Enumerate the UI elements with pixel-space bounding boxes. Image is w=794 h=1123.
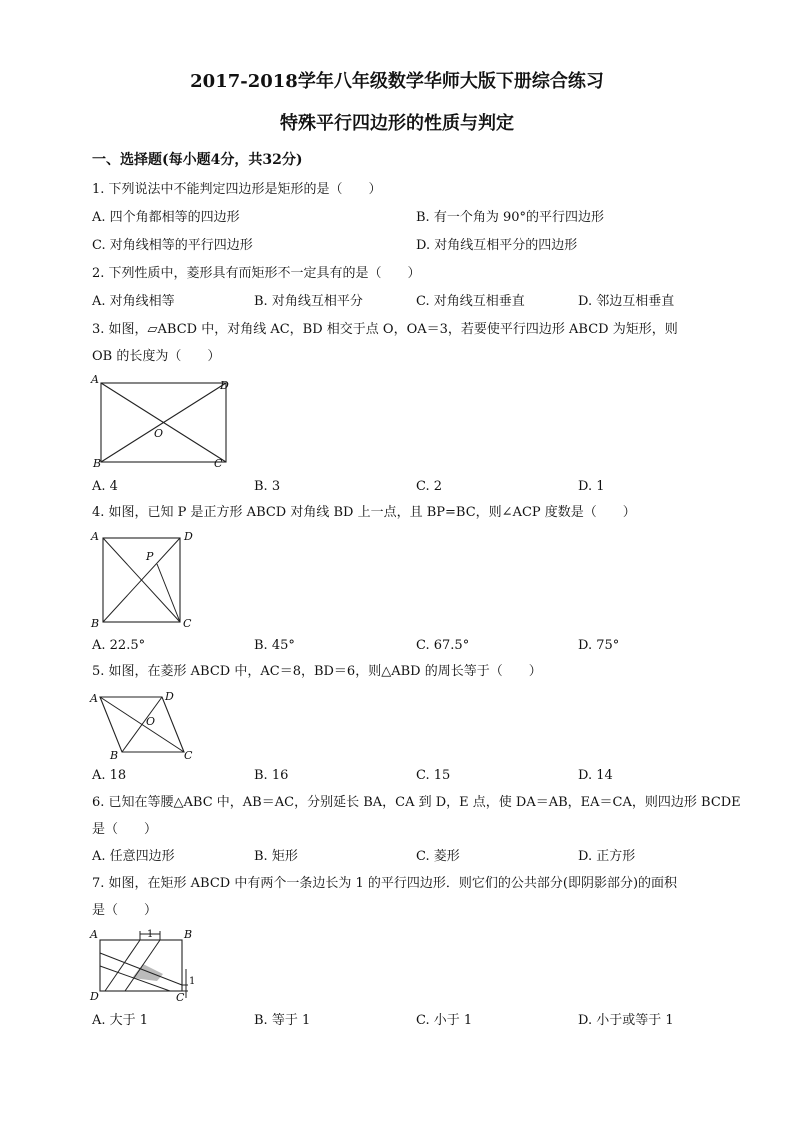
vertex-label-d: D bbox=[165, 690, 174, 703]
question-stem-line1: 7. 如图，在矩形 ABCD 中有两个一条边长为 1 的平行四边形．则它们的公共部分(即阴影部分)的面积 bbox=[92, 876, 678, 891]
width-label-right: 1 bbox=[189, 976, 196, 987]
vertex-label-b: B bbox=[184, 928, 193, 941]
option-b: B. 有一个角为 90°的平行四边形 bbox=[416, 210, 604, 225]
option-c: C. 67.5° bbox=[416, 638, 470, 653]
option-d: D. 正方形 bbox=[578, 849, 636, 864]
option-d: D. 邻边互相垂直 bbox=[578, 294, 675, 309]
option-b: B. 16 bbox=[254, 768, 289, 783]
option-a: A. 任意四边形 bbox=[92, 849, 175, 864]
vertex-label-c: C bbox=[214, 457, 223, 470]
option-d: D. 对角线互相平分的四边形 bbox=[416, 238, 578, 253]
option-c: C. 菱形 bbox=[416, 849, 460, 864]
rectangle-diagonals-figure bbox=[88, 374, 238, 470]
option-b: B. 矩形 bbox=[254, 849, 298, 864]
option-a: A. 4 bbox=[92, 479, 118, 494]
question-stem-line2: 是（ ） bbox=[92, 903, 158, 918]
vertex-label-c: C bbox=[183, 617, 192, 630]
vertex-label-b: B bbox=[110, 749, 119, 762]
vertex-label-d: D bbox=[90, 990, 99, 1003]
vertex-label-b: B bbox=[93, 457, 102, 470]
option-c: C. 小于 1 bbox=[416, 1013, 473, 1028]
option-b: B. 对角线互相平分 bbox=[254, 294, 363, 309]
square-figure bbox=[88, 528, 203, 628]
rhombus-figure bbox=[88, 688, 200, 764]
document-subtitle: 特殊平行四边形的性质与判定 bbox=[280, 113, 514, 134]
option-c: C. 对角线相等的平行四边形 bbox=[92, 238, 253, 253]
option-a: A. 18 bbox=[92, 768, 127, 783]
vertex-label-a: A bbox=[90, 928, 98, 941]
option-a: A. 大于 1 bbox=[92, 1013, 149, 1028]
option-d: D. 14 bbox=[578, 768, 613, 783]
vertex-label-a: A bbox=[91, 373, 99, 386]
option-d: D. 1 bbox=[578, 479, 605, 494]
option-a: A. 22.5° bbox=[92, 638, 146, 653]
option-b: B. 45° bbox=[254, 638, 295, 653]
question-stem-line1: 6. 已知在等腰△ABC 中，AB＝AC，分别延长 BA，CA 到 D，E 点，使 DA＝AB，EA＝CA，则四边形 BCDE bbox=[92, 795, 741, 810]
section-heading: 一、选择题(每小题4分，共32分) bbox=[92, 152, 303, 168]
vertex-label-a: A bbox=[91, 530, 99, 543]
option-d: D. 75° bbox=[578, 638, 620, 653]
rectangle-parallelograms-figure bbox=[88, 926, 198, 1002]
option-c: C. 15 bbox=[416, 768, 451, 783]
question-stem-line1: 3. 如图，▱ABCD 中，对角线 AC，BD 相交于点 O，OA＝3，若要使平行四边形 ABCD 为矩形，则 bbox=[92, 322, 678, 337]
document-title: 2017-2018学年八年级数学华师大版下册综合练习 bbox=[190, 71, 604, 92]
option-d: D. 小于或等于 1 bbox=[578, 1013, 674, 1028]
vertex-label-d: D bbox=[220, 379, 229, 392]
point-label-p: P bbox=[146, 550, 154, 563]
question-stem: 1. 下列说法中不能判定四边形是矩形的是（ ） bbox=[92, 182, 382, 197]
question-stem-line2: 是（ ） bbox=[92, 822, 158, 837]
option-a: A. 对角线相等 bbox=[92, 294, 175, 309]
option-b: B. 3 bbox=[254, 479, 281, 494]
question-stem: 5. 如图，在菱形 ABCD 中，AC＝8，BD＝6，则△ABD 的周长等于（ ） bbox=[92, 664, 542, 679]
vertex-label-d: D bbox=[184, 530, 193, 543]
vertex-label-a: A bbox=[90, 692, 98, 705]
vertex-label-b: B bbox=[91, 617, 100, 630]
vertex-label-c: C bbox=[176, 991, 185, 1004]
option-c: C. 对角线互相垂直 bbox=[416, 294, 525, 309]
option-a: A. 四个角都相等的四边形 bbox=[92, 210, 240, 225]
question-stem: 4. 如图，已知 P 是正方形 ABCD 对角线 BD 上一点，且 BP=BC，则∠ACP 度数是（ ） bbox=[92, 505, 636, 520]
question-stem: 2. 下列性质中，菱形具有而矩形不一定具有的是（ ） bbox=[92, 266, 421, 281]
vertex-label-c: C bbox=[184, 749, 193, 762]
option-c: C. 2 bbox=[416, 479, 443, 494]
option-b: B. 等于 1 bbox=[254, 1013, 311, 1028]
question-stem-line2: OB 的长度为（ ） bbox=[92, 349, 221, 364]
center-label-o: O bbox=[154, 427, 164, 440]
center-label-o: O bbox=[146, 715, 156, 728]
width-label-top: 1 bbox=[147, 929, 154, 940]
